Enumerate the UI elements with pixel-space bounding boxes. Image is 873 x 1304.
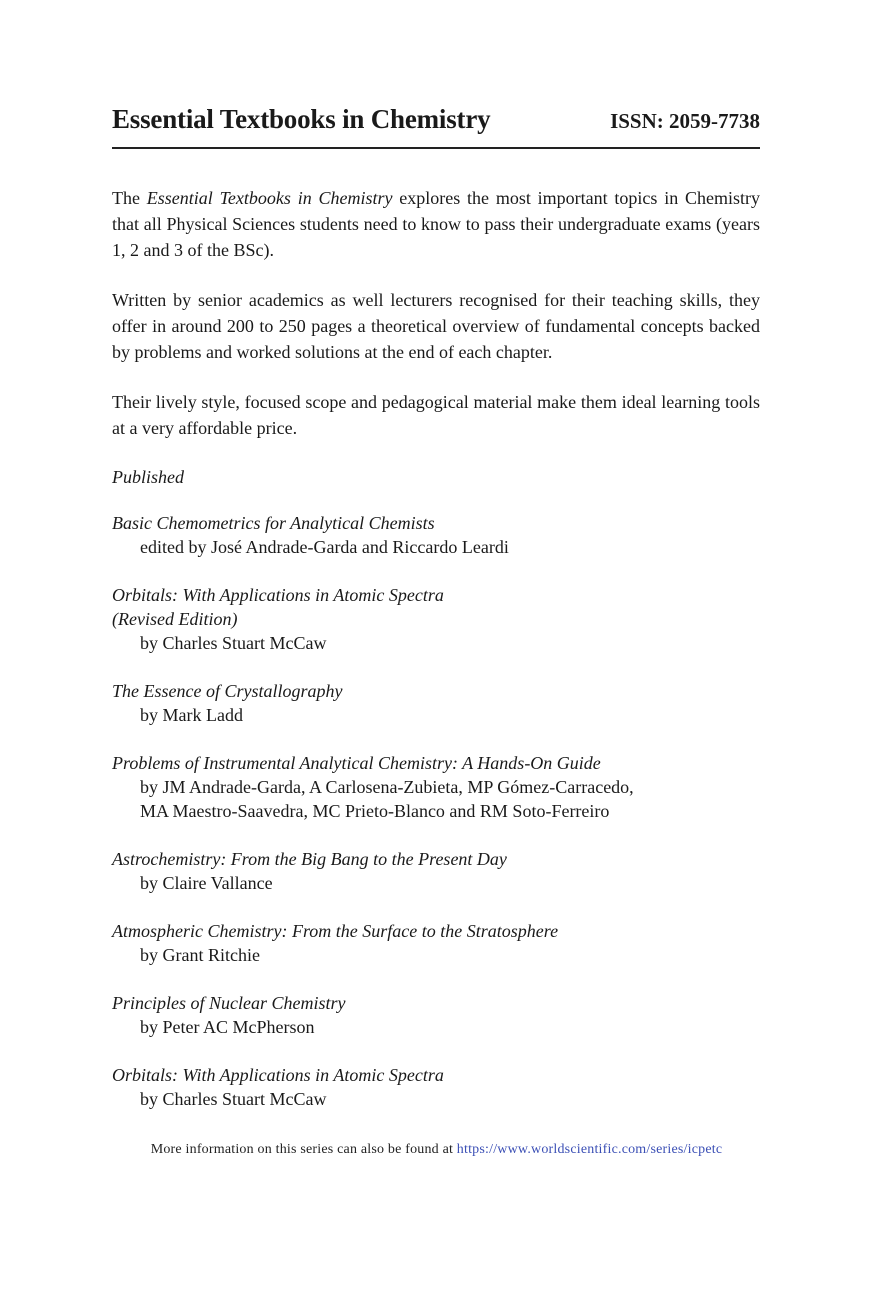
- book-entry: [112, 919, 760, 967]
- footer-text: More information on this series can also be found at: [150, 1142, 457, 1157]
- intro-paragraph-1: [112, 185, 760, 263]
- series-header: [112, 104, 760, 149]
- book-entry: [112, 751, 760, 823]
- book-title: Orbitals: With Applications in Atomic Spectra: [112, 1065, 444, 1085]
- intro-paragraph-3: Their lively style, focused scope and pedagogical material make them ideal learning tools at a very affordable price.: [112, 392, 760, 438]
- book-authors: by JM Andrade-Garda, A Carlosena-Zubieta, MP Gómez-Carracedo, MA Maestro-Saavedra, MC Prieto-Blanco and RM Soto-Ferreiro: [140, 777, 634, 821]
- book-authors: by Peter AC McPherson: [140, 1017, 315, 1037]
- book-title: Problems of Instrumental Analytical Chemistry: A Hands-On Guide: [112, 753, 601, 773]
- book-entry: [112, 679, 760, 727]
- book-authors: by Claire Vallance: [140, 873, 273, 893]
- book-authors: by Charles Stuart McCaw: [140, 633, 327, 653]
- book-title: Principles of Nuclear Chemistry: [112, 993, 346, 1013]
- book-list: [112, 511, 760, 1111]
- book-entry: [112, 991, 760, 1039]
- book-authors: by Grant Ritchie: [140, 945, 260, 965]
- intro-p1-after: explores the most important topics in Chemistry that all Physical Sciences students need to know to pass their undergraduate exams (years 1, 2 and 3 of the BSc).: [112, 188, 760, 260]
- series-description: [112, 185, 760, 441]
- series-website-link[interactable]: https://www.worldscientific.com/series/icpetc: [456, 1142, 723, 1157]
- page-content: [112, 104, 760, 1135]
- issn-number: ISSN: 2059-7738: [610, 109, 760, 133]
- book-title: Astrochemistry: From the Big Bang to the Present Day: [112, 849, 507, 869]
- intro-p1-before: The: [112, 188, 147, 208]
- intro-paragraph-2: Written by senior academics as well lecturers recognised for their teaching skills, they offer in around 200 to 250 pages a theoretical overview of fundamental concepts backed by problems and worked solutions at the end of each chapter.: [112, 290, 760, 362]
- book-entry: [112, 583, 760, 655]
- book-title: Basic Chemometrics for Analytical Chemists: [112, 513, 435, 533]
- published-heading: Published: [112, 467, 184, 487]
- book-title: Orbitals: With Applications in Atomic Spectra (Revised Edition): [112, 585, 444, 629]
- book-authors: by Mark Ladd: [140, 705, 243, 725]
- series-title: Essential Textbooks in Chemistry: [112, 104, 491, 134]
- footer-note: [0, 1142, 873, 1158]
- book-entry: [112, 511, 760, 559]
- book-authors: by Charles Stuart McCaw: [140, 1089, 327, 1109]
- book-entry: [112, 1063, 760, 1111]
- book-authors: edited by José Andrade-Garda and Riccardo Leardi: [140, 537, 509, 557]
- intro-p1-series-name: Essential Textbooks in Chemistry: [146, 188, 393, 208]
- book-title: Atmospheric Chemistry: From the Surface to the Stratosphere: [112, 921, 559, 941]
- book-title: The Essence of Crystallography: [112, 681, 343, 701]
- book-entry: [112, 847, 760, 895]
